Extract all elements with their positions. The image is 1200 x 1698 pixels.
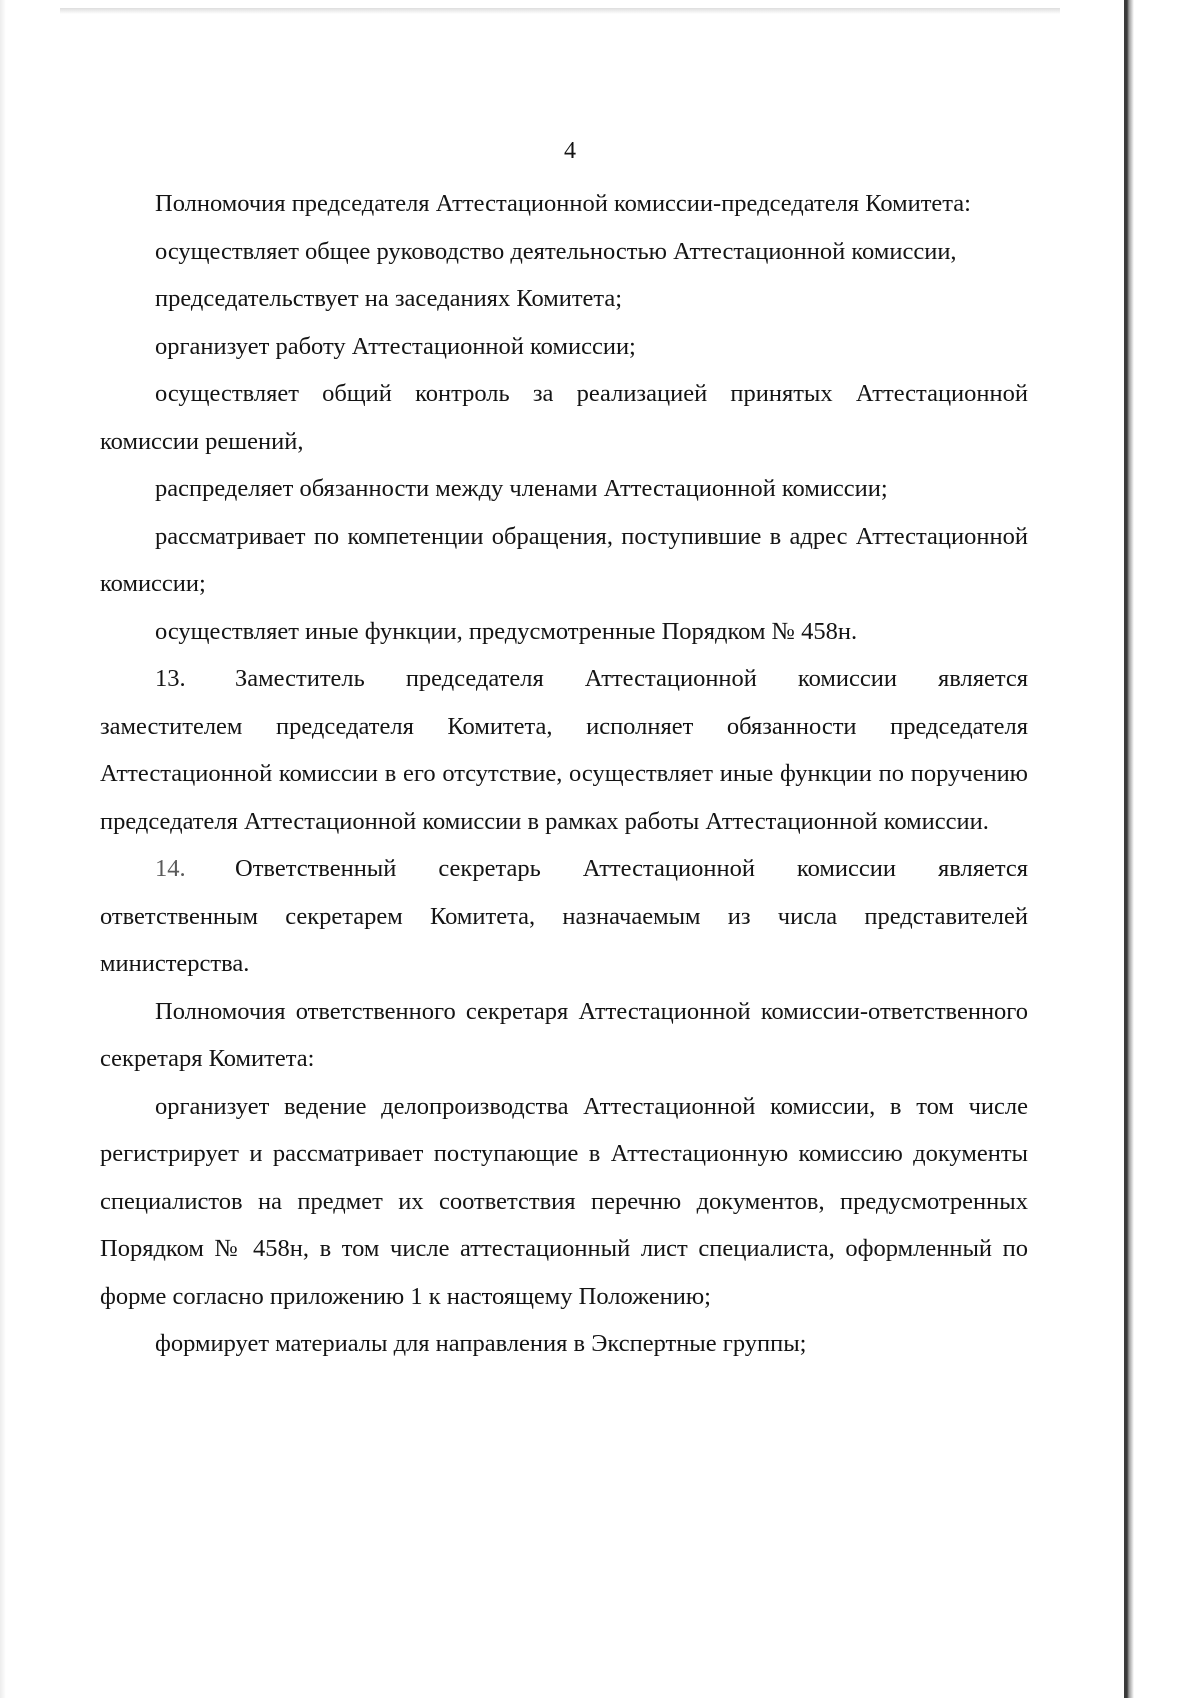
paragraph-distributes-duties: распределяет обязанности между членами Аттестационной комиссии; [155, 475, 888, 502]
paragraph-item-13: 13. Заместитель председателя Аттестационной комиссии является заместителем председателя Комитета, исполняет обязанности председателя Аттестационной комиссии в его отсутствие, осуществляет иные функции по поручению председателя Аттестационной комиссии в рамках работы Аттестационной комиссии. [100, 655, 1028, 845]
paragraph-general-management: осуществляет общее руководство деятельностью Аттестационной комиссии, [155, 237, 957, 265]
paragraph-chair-powers-heading: Полномочия председателя Аттестационной комиссии-председателя Комитета: [155, 190, 971, 217]
paragraph-records-management: организует ведение делопроизводства Аттестационной комиссии, в том числе регистрирует и рассматривает поступающие в Аттестационную комиссию документы специалистов на предмет их соответствия перечню документов, предусмотренных Порядком № 458н, в том числе аттестационный лист специалиста, оформленный по форме согласно приложению 1 к настоящему Положению; [100, 1092, 1028, 1310]
paragraph-presides: председательствует на заседаниях Комитета; [155, 285, 623, 312]
scan-edge-left [0, 0, 6, 1698]
paragraph-general-control: осуществляет общий контроль за реализацией принятых Аттестационной комиссии решений, [100, 380, 1028, 455]
scan-edge-top [60, 8, 1060, 14]
item-number-14: 14. [155, 855, 186, 882]
paragraph-reviews-appeals: рассматривает по компетенции обращения, поступившие в адрес Аттестационной комиссии; [100, 522, 1028, 597]
paragraph-organizes-work: организует работу Аттестационной комиссии; [155, 332, 636, 360]
paragraph-forms-materials: формирует материалы для направления в Экспертные группы; [155, 1330, 807, 1357]
item-number-13: 13. [155, 665, 186, 692]
document-body [100, 180, 1028, 1368]
page-number: 4 [564, 138, 576, 164]
paragraph-other-functions: осуществляет иные функции, предусмотренные Порядком № 458н. [155, 617, 858, 645]
paragraph-item-14: 14. Ответственный секретарь Аттестационной комиссии является ответственным секретарем Комитета, назначаемым из числа представителей министерства. [100, 845, 1028, 988]
scan-edge-right [1124, 0, 1134, 1698]
paragraph-secretary-powers-heading: Полномочия ответственного секретаря Аттестационной комиссии-ответственного секретаря Комитета: [100, 997, 1028, 1072]
